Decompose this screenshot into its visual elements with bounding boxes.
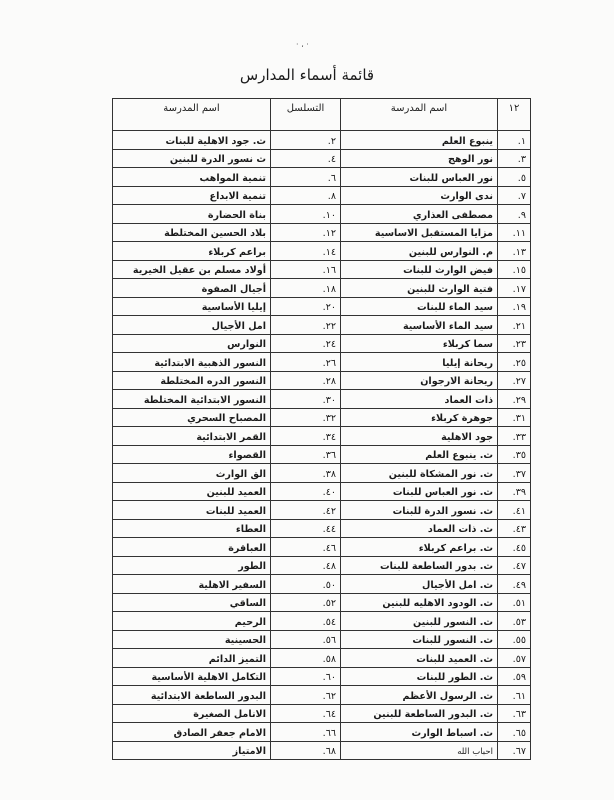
school-name: العباقرة (113, 538, 271, 557)
school-name: مصطفى العذاري (341, 205, 498, 224)
serial-number: ٣٤. (271, 427, 341, 446)
table-row (113, 667, 531, 686)
school-name: الساقي (113, 593, 271, 612)
table-row (113, 205, 531, 224)
school-name: م. النوارس للبنين (341, 242, 498, 261)
table-row (113, 482, 531, 501)
serial-number: ١٦. (271, 260, 341, 279)
school-name: القصواء (113, 445, 271, 464)
school-name: ريحانة إيليا (341, 353, 498, 372)
serial-number: ٥١. (498, 593, 531, 612)
serial-number: ١٥. (498, 260, 531, 279)
serial-number: ٥٤. (271, 612, 341, 631)
serial-number: ١٩. (498, 297, 531, 316)
serial-number: ١٧. (498, 279, 531, 298)
header-serial: التسلسل (271, 99, 341, 131)
serial-number: ٥٥. (498, 630, 531, 649)
serial-number: ١١. (498, 223, 531, 242)
school-name: القمر الابتدائية (113, 427, 271, 446)
school-name: الرحيم (113, 612, 271, 631)
school-name: الامتياز (113, 741, 271, 760)
serial-number: ٦٨. (271, 741, 341, 760)
serial-number: ٦٠. (271, 667, 341, 686)
serial-number: ٢٣. (498, 334, 531, 353)
serial-number: ٣. (498, 149, 531, 168)
school-name: ث. براعم كربلاء (341, 538, 498, 557)
school-name: ث. جود الاهلية للبنات (113, 131, 271, 150)
serial-number: ٨. (271, 186, 341, 205)
serial-number: ١٤. (271, 242, 341, 261)
school-name: البدور الساطعة الابتدائية (113, 686, 271, 705)
school-name: ريحانة الارجوان (341, 371, 498, 390)
school-name: ث. بدور الساطعة للبنات (341, 556, 498, 575)
school-name: ث. اسباط الوارث (341, 723, 498, 742)
serial-number: ٦٧. (498, 741, 531, 760)
school-name: العطاء (113, 519, 271, 538)
school-name: سما كربلاء (341, 334, 498, 353)
school-name: نور العباس للبنات (341, 168, 498, 187)
school-name: ث. البدور الساطعة للبنين (341, 704, 498, 723)
school-name: ث. الطور للبنات (341, 667, 498, 686)
table-row (113, 260, 531, 279)
table-row (113, 168, 531, 187)
school-name: امل الأجيال (113, 316, 271, 335)
serial-number: ٦١. (498, 686, 531, 705)
school-name: براعم كربلاء (113, 242, 271, 261)
page-title: قائمة أسماء المدارس (239, 66, 375, 84)
school-name: النسور الذهبية الابتدائية (113, 353, 271, 372)
serial-number: ٦٣. (498, 704, 531, 723)
serial-number: ٢٥. (498, 353, 531, 372)
school-name: الق الوارث (113, 464, 271, 483)
school-name: ث. ذات العماد (341, 519, 498, 538)
school-name: ينبوع العلم (341, 131, 498, 150)
serial-number: ٥٦. (271, 630, 341, 649)
school-name: ث نسور الدرة للبنين (113, 149, 271, 168)
serial-number: ٣١. (498, 408, 531, 427)
header-marks: · ، · (296, 40, 309, 49)
serial-number: ٤٣. (498, 519, 531, 538)
table-row (113, 538, 531, 557)
school-name: الحسينية (113, 630, 271, 649)
serial-number: ٥٨. (271, 649, 341, 668)
table-row (113, 704, 531, 723)
school-name: بلاد الحسين المختلطة (113, 223, 271, 242)
school-name: نور الوهج (341, 149, 498, 168)
table-row (113, 242, 531, 261)
table-row (113, 445, 531, 464)
school-name: النسور الابتدائية المختلطة (113, 390, 271, 409)
serial-number: ٤٧. (498, 556, 531, 575)
school-name: النسور الدره المختلطة (113, 371, 271, 390)
table-row (113, 390, 531, 409)
school-name: ث. ينبوع العلم (341, 445, 498, 464)
serial-number: ٦٦. (271, 723, 341, 742)
table-row (113, 223, 531, 242)
header-number-right: ١٢ (498, 99, 531, 131)
school-name: ث. النسور للبنين (341, 612, 498, 631)
school-name: الانامل الصغيرة (113, 704, 271, 723)
serial-number: ٥٧. (498, 649, 531, 668)
school-name: ذات العماد (341, 390, 498, 409)
table-row (113, 649, 531, 668)
school-name: سيد الماء الأساسية (341, 316, 498, 335)
school-name: ث. الرسول الأعظم (341, 686, 498, 705)
school-name: فيض الوارث للبنات (341, 260, 498, 279)
table-row (113, 186, 531, 205)
serial-number: ٣٨. (271, 464, 341, 483)
table-row (113, 279, 531, 298)
serial-number: ٦٥. (498, 723, 531, 742)
school-name: المصباح السحري (113, 408, 271, 427)
table-row (113, 371, 531, 390)
table-row (113, 353, 531, 372)
serial-number: ٣٠. (271, 390, 341, 409)
school-name: ث. نسور الدرة للبنات (341, 501, 498, 520)
serial-number: ٢٤. (271, 334, 341, 353)
school-name: جوهرة كربلاء (341, 408, 498, 427)
table-row (113, 316, 531, 335)
serial-number: ١٣. (498, 242, 531, 261)
school-name: ث. امل الأجيال (341, 575, 498, 594)
serial-number: ٢٠. (271, 297, 341, 316)
school-name: النوارس (113, 334, 271, 353)
header-school-name-left: اسم المدرسة (113, 99, 271, 131)
serial-number: ٣٥. (498, 445, 531, 464)
serial-number: ٤١. (498, 501, 531, 520)
serial-number: ٦٤. (271, 704, 341, 723)
school-name: التكامل الاهلية الأساسية (113, 667, 271, 686)
serial-number: ٢٨. (271, 371, 341, 390)
school-name: أجيال الصفوة (113, 279, 271, 298)
header-school-name-right: اسم المدرسة (341, 99, 498, 131)
serial-number: ٤٥. (498, 538, 531, 557)
school-name: مزايا المستقبل الاساسية (341, 223, 498, 242)
serial-number: ٢٦. (271, 353, 341, 372)
school-name: احباب الله (341, 741, 498, 760)
table-row (113, 501, 531, 520)
serial-number: ٥٣. (498, 612, 531, 631)
school-name: فتية الوارث للبنين (341, 279, 498, 298)
school-name: تنمية الابداع (113, 186, 271, 205)
serial-number: ٣٧. (498, 464, 531, 483)
school-name: الطور (113, 556, 271, 575)
serial-number: ٧. (498, 186, 531, 205)
table-row (113, 149, 531, 168)
serial-number: ٤٠. (271, 482, 341, 501)
serial-number: ٤٦. (271, 538, 341, 557)
serial-number: ٤٤. (271, 519, 341, 538)
school-name: العميد للبنات (113, 501, 271, 520)
table-row (113, 556, 531, 575)
serial-number: ٦٢. (271, 686, 341, 705)
serial-number: ١٢. (271, 223, 341, 242)
serial-number: ٥٢. (271, 593, 341, 612)
table-row (113, 630, 531, 649)
school-name: إيليا الأساسية (113, 297, 271, 316)
serial-number: ٤٩. (498, 575, 531, 594)
school-name: ث. نور العباس للبنات (341, 482, 498, 501)
serial-number: ١٨. (271, 279, 341, 298)
serial-number: ٤٢. (271, 501, 341, 520)
school-name: السفير الاهلية (113, 575, 271, 594)
serial-number: ٥٠. (271, 575, 341, 594)
table-row (113, 741, 531, 760)
serial-number: ٢٩. (498, 390, 531, 409)
serial-number: ٣٩. (498, 482, 531, 501)
table-row (113, 464, 531, 483)
table-row (113, 575, 531, 594)
table-header-row (113, 99, 531, 131)
table-row (113, 427, 531, 446)
serial-number: ٢١. (498, 316, 531, 335)
serial-number: ٢. (271, 131, 341, 150)
serial-number: ٢٢. (271, 316, 341, 335)
serial-number: ٦. (271, 168, 341, 187)
table-row (113, 519, 531, 538)
school-name: ث. النسور للبنات (341, 630, 498, 649)
serial-number: ٢٧. (498, 371, 531, 390)
serial-number: ٤٨. (271, 556, 341, 575)
school-name: التميز الدائم (113, 649, 271, 668)
school-name: الامام جعفر الصادق (113, 723, 271, 742)
serial-number: ٥. (498, 168, 531, 187)
school-name: ندى الوارث (341, 186, 498, 205)
serial-number: ١. (498, 131, 531, 150)
school-name: ث. الودود الاهليه للبنين (341, 593, 498, 612)
serial-number: ٣٣. (498, 427, 531, 446)
table-row (113, 408, 531, 427)
table-row (113, 334, 531, 353)
serial-number: ٣٦. (271, 445, 341, 464)
table-row (113, 297, 531, 316)
serial-number: ٩. (498, 205, 531, 224)
schools-table (112, 98, 531, 760)
serial-number: ٣٢. (271, 408, 341, 427)
school-name: ث. العميد للبنات (341, 649, 498, 668)
school-name: ث. نور المشكاة للبنين (341, 464, 498, 483)
table-row (113, 686, 531, 705)
table-row (113, 723, 531, 742)
table-row (113, 612, 531, 631)
table-row (113, 593, 531, 612)
school-name: تنمية المواهب (113, 168, 271, 187)
school-name: سيد الماء للبنات (341, 297, 498, 316)
school-name: جود الاهلية (341, 427, 498, 446)
school-name: العميد للبنين (113, 482, 271, 501)
school-name: أولاد مسلم بن عقيل الخيرية (113, 260, 271, 279)
serial-number: ١٠. (271, 205, 341, 224)
serial-number: ٥٩. (498, 667, 531, 686)
table-row (113, 131, 531, 150)
serial-number: ٤. (271, 149, 341, 168)
school-name: بناة الحضارة (113, 205, 271, 224)
